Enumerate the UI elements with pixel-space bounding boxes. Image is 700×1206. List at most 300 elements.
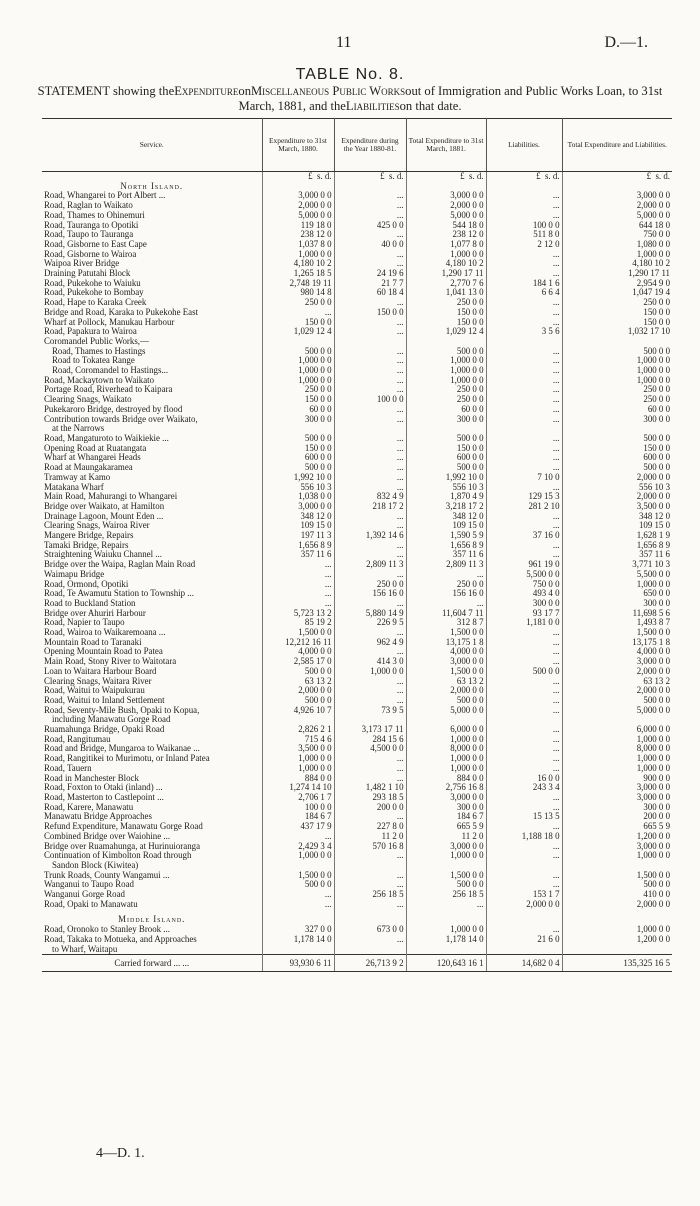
table-row bbox=[42, 725, 672, 735]
table-row bbox=[42, 415, 672, 425]
table-row bbox=[42, 308, 672, 318]
amount-cell-a: ... bbox=[262, 570, 334, 580]
carried-forward-d: 14,682 0 4 bbox=[486, 955, 562, 972]
page-number: 11 bbox=[336, 34, 352, 51]
amount-cell-c: 1,870 4 9 bbox=[406, 492, 486, 502]
amount-cell-c bbox=[406, 715, 486, 725]
carried-forward-e: 135,325 16 5 bbox=[562, 955, 672, 972]
amount-cell-a: 556 10 3 bbox=[262, 483, 334, 493]
amount-cell-b: 4,500 0 0 bbox=[334, 744, 406, 754]
amount-cell-a: ... bbox=[262, 589, 334, 599]
amount-cell-b: 40 0 0 bbox=[334, 240, 406, 250]
amount-cell-d: ... bbox=[486, 512, 562, 522]
amount-cell-e: 5,500 0 0 bbox=[636, 569, 670, 579]
service-cell: Continuation of Kimbolton Road through bbox=[42, 851, 262, 861]
amount-cell-a: 3,000 0 0 bbox=[262, 191, 334, 201]
amount-cell-e: 644 18 0 bbox=[638, 220, 670, 230]
service-cell: Road, Tauranga to Opotiki bbox=[42, 221, 262, 231]
service-cell: Trunk Roads, County Wangamui ... bbox=[42, 871, 262, 881]
amount-cell-a: ... bbox=[262, 308, 334, 318]
amount-cell-b: ... bbox=[334, 434, 406, 444]
service-cell: Road, Napier to Taupo bbox=[42, 618, 262, 628]
amount-cell-c: 1,000 0 0 bbox=[406, 250, 486, 260]
service-cell: Road, Gisborne to East Cape bbox=[42, 240, 262, 250]
amount-cell-a bbox=[262, 945, 334, 955]
amount-cell-c: 1,290 17 11 bbox=[406, 269, 486, 279]
amount-cell-b: ... bbox=[334, 347, 406, 357]
amount-cell-a: 1,000 0 0 bbox=[262, 356, 334, 366]
amount-cell-d: ... bbox=[486, 638, 562, 648]
amount-cell-d: ... bbox=[486, 347, 562, 357]
amount-cell-e: 665 5 9 bbox=[643, 822, 670, 832]
amount-cell-c: 11 2 0 bbox=[406, 832, 486, 842]
table-row bbox=[42, 434, 672, 444]
service-cell: Clearing Snags, Wairoa River bbox=[42, 521, 262, 531]
service-cell: Road, Rangitumau bbox=[42, 735, 262, 745]
amount-cell-e: 2,954 9 0 bbox=[636, 278, 670, 288]
table-row bbox=[42, 871, 672, 881]
table-row bbox=[42, 337, 672, 347]
amount-cell-b: ... bbox=[334, 259, 406, 269]
amount-cell-c bbox=[406, 424, 486, 434]
amount-cell-c: 256 18 5 bbox=[406, 890, 486, 900]
table-row bbox=[42, 259, 672, 269]
amount-cell-c: 1,041 13 0 bbox=[406, 288, 486, 298]
amount-cell-a: ... bbox=[262, 580, 334, 590]
amount-cell-b: 1,482 1 10 bbox=[334, 783, 406, 793]
amount-cell-c: 2,809 11 3 bbox=[406, 560, 486, 570]
expenditure-table-wrapper bbox=[42, 118, 672, 972]
amount-cell-d: ... bbox=[486, 803, 562, 813]
amount-cell-e: 150 0 0 bbox=[643, 443, 670, 453]
amount-cell-b: ... bbox=[334, 764, 406, 774]
table-row bbox=[42, 318, 672, 328]
amount-cell-b: ... bbox=[334, 211, 406, 221]
amount-cell-a: 4,000 0 0 bbox=[262, 647, 334, 657]
amount-cell-a: 500 0 0 bbox=[262, 434, 334, 444]
section-heading-row bbox=[42, 915, 672, 925]
amount-cell-c: 312 8 7 bbox=[406, 618, 486, 628]
amount-cell-b: ... bbox=[334, 647, 406, 657]
amount-cell-a: ... bbox=[262, 560, 334, 570]
service-cell: Mangere Bridge, Repairs bbox=[42, 531, 262, 541]
amount-cell-a: 184 6 7 bbox=[262, 812, 334, 822]
service-cell: Road, Foxton to Otaki (inland) ... bbox=[42, 783, 262, 793]
amount-cell-d: ... bbox=[486, 211, 562, 221]
amount-cell-b: 832 4 9 bbox=[334, 492, 406, 502]
amount-cell-c: 2,756 16 8 bbox=[406, 783, 486, 793]
table-row bbox=[42, 686, 672, 696]
table-row bbox=[42, 735, 672, 745]
section-heading: Middle Island. bbox=[42, 915, 262, 925]
amount-cell-b: 2,809 11 3 bbox=[334, 560, 406, 570]
service-cell: Drainage Lagoon, Mount Eden ... bbox=[42, 512, 262, 522]
amount-cell-e: 250 0 0 bbox=[643, 385, 670, 395]
amount-cell-b: 256 18 5 bbox=[334, 890, 406, 900]
amount-cell-a: 2,826 2 1 bbox=[262, 725, 334, 735]
table-row bbox=[42, 715, 672, 725]
amount-cell-b: 414 3 0 bbox=[334, 657, 406, 667]
amount-cell-e: 250 0 0 bbox=[643, 298, 670, 308]
amount-cell-d: ... bbox=[486, 686, 562, 696]
amount-cell-b: ... bbox=[334, 521, 406, 531]
service-cell: Waipoa River Bridge bbox=[42, 259, 262, 269]
carried-forward-c: 120,643 16 1 bbox=[406, 955, 486, 972]
amount-cell-c: 1,000 0 0 bbox=[406, 754, 486, 764]
col-exp-to-1880: Expenditure to 31st March, 1880. bbox=[262, 119, 334, 172]
amount-cell-b: 24 19 6 bbox=[334, 269, 406, 279]
amount-cell-d: 281 2 10 bbox=[486, 502, 562, 512]
table-title: TABLE No. 8. bbox=[295, 66, 405, 83]
amount-cell-a: 1,000 0 0 bbox=[262, 754, 334, 764]
amount-cell-b: ... bbox=[334, 512, 406, 522]
amount-cell-e: 1,000 0 0 bbox=[636, 366, 670, 376]
amount-cell-b: ... bbox=[334, 871, 406, 881]
amount-cell-e: 500 0 0 bbox=[643, 695, 670, 705]
col-exp-year: Expenditure during the Year 1880-81. bbox=[334, 119, 406, 172]
amount-cell-e bbox=[562, 424, 672, 434]
amount-cell-d: ... bbox=[486, 376, 562, 386]
amount-cell-c: 556 10 3 bbox=[406, 483, 486, 493]
amount-cell-b: ... bbox=[334, 191, 406, 201]
amount-cell-b: ... bbox=[334, 463, 406, 473]
amount-cell-e: 60 0 0 bbox=[647, 404, 670, 414]
amount-cell-a: 500 0 0 bbox=[262, 667, 334, 677]
amount-cell-d bbox=[486, 715, 562, 725]
table-row bbox=[42, 764, 672, 774]
amount-cell-e: 650 0 0 bbox=[643, 589, 670, 599]
amount-cell-d: ... bbox=[486, 298, 562, 308]
table-row bbox=[42, 385, 672, 395]
amount-cell-c: 665 5 9 bbox=[406, 822, 486, 832]
service-cell: Road, Thames to Hastings bbox=[42, 347, 262, 357]
amount-cell-e: 3,000 0 0 bbox=[636, 657, 670, 667]
amount-cell-c: 4,180 10 2 bbox=[406, 259, 486, 269]
amount-cell-c: 2,000 0 0 bbox=[406, 201, 486, 211]
amount-cell-c: 184 6 7 bbox=[406, 812, 486, 822]
service-cell: Clearing Snags, Waikato bbox=[42, 395, 262, 405]
amount-cell-e: 300 0 0 bbox=[643, 414, 670, 424]
amount-cell-b: 73 9 5 bbox=[334, 706, 406, 716]
amount-cell-a: 1,000 0 0 bbox=[262, 250, 334, 260]
amount-cell-e: 1,500 0 0 bbox=[636, 870, 670, 880]
amount-cell-a: 600 0 0 bbox=[262, 453, 334, 463]
amount-cell-e: 1,000 0 0 bbox=[636, 763, 670, 773]
amount-cell-c: 8,000 0 0 bbox=[406, 744, 486, 754]
amount-cell-a: 1,000 0 0 bbox=[262, 851, 334, 861]
service-cell: Road, Papakura to Wairoa bbox=[42, 327, 262, 337]
amount-cell-d: ... bbox=[486, 395, 562, 405]
amount-cell-d: 100 0 0 bbox=[486, 221, 562, 231]
amount-cell-c: 3,000 0 0 bbox=[406, 657, 486, 667]
amount-cell-a: 1,029 12 4 bbox=[262, 327, 334, 337]
amount-cell-a: 109 15 0 bbox=[262, 521, 334, 531]
amount-cell-a: 150 0 0 bbox=[262, 444, 334, 454]
amount-cell-d: ... bbox=[486, 725, 562, 735]
amount-cell-c: 13,175 1 8 bbox=[406, 638, 486, 648]
amount-cell-c: 884 0 0 bbox=[406, 774, 486, 784]
table-row bbox=[42, 851, 672, 861]
amount-cell-e: 2,000 0 0 bbox=[636, 686, 670, 696]
service-cell: Road, Ormond, Opotiki bbox=[42, 580, 262, 590]
amount-cell-b: ... bbox=[334, 677, 406, 687]
amount-cell-b: ... bbox=[334, 696, 406, 706]
amount-cell-b: ... bbox=[334, 935, 406, 945]
table-row bbox=[42, 240, 672, 250]
amount-cell-c: 544 18 0 bbox=[406, 221, 486, 231]
amount-cell-a: 500 0 0 bbox=[262, 463, 334, 473]
amount-cell-b: 962 4 9 bbox=[334, 638, 406, 648]
units-e: £ s. d. bbox=[646, 171, 670, 181]
amount-cell-e: 1,032 17 10 bbox=[627, 327, 670, 337]
table-row bbox=[42, 647, 672, 657]
units-d: £ s. d. bbox=[486, 172, 562, 182]
amount-cell-a: 2,585 17 0 bbox=[262, 657, 334, 667]
amount-cell-a: 119 18 0 bbox=[262, 221, 334, 231]
service-cell: Pukekaroro Bridge, destroyed by flood bbox=[42, 405, 262, 415]
table-row bbox=[42, 473, 672, 483]
amount-cell-d: 21 6 0 bbox=[486, 935, 562, 945]
amount-cell-a: 12,212 16 11 bbox=[262, 638, 334, 648]
amount-cell-b: 218 17 2 bbox=[334, 502, 406, 512]
table-row bbox=[42, 822, 672, 832]
amount-cell-d: 961 19 0 bbox=[486, 560, 562, 570]
service-cell: Bridge over Waikato, at Hamilton bbox=[42, 502, 262, 512]
service-cell: Draining Patutahi Block bbox=[42, 269, 262, 279]
amount-cell-a: 1,992 10 0 bbox=[262, 473, 334, 483]
amount-cell-d: 243 3 4 bbox=[486, 783, 562, 793]
amount-cell-e: 500 0 0 bbox=[643, 346, 670, 356]
amount-cell-e: 900 0 0 bbox=[643, 773, 670, 783]
amount-cell-e: 1,000 0 0 bbox=[636, 375, 670, 385]
amount-cell-a: 357 11 6 bbox=[262, 550, 334, 560]
amount-cell-d: ... bbox=[486, 415, 562, 425]
amount-cell-e: 2,000 0 0 bbox=[636, 472, 670, 482]
amount-cell-a: 2,706 1 7 bbox=[262, 793, 334, 803]
document-reference: D.—1. bbox=[604, 34, 648, 51]
amount-cell-a: ... bbox=[262, 890, 334, 900]
amount-cell-e: 3,000 0 0 bbox=[636, 841, 670, 851]
service-cell: Wharf at Whangarei Heads bbox=[42, 453, 262, 463]
table-row bbox=[42, 444, 672, 454]
amount-cell-c: 5,000 0 0 bbox=[406, 706, 486, 716]
amount-cell-d: ... bbox=[486, 541, 562, 551]
units-row bbox=[42, 172, 672, 182]
amount-cell-a: 238 12 0 bbox=[262, 230, 334, 240]
amount-cell-e: 1,000 0 0 bbox=[636, 579, 670, 589]
section-heading: North Island. bbox=[42, 182, 262, 192]
amount-cell-e: 150 0 0 bbox=[643, 307, 670, 317]
amount-cell-d: 15 13 5 bbox=[486, 812, 562, 822]
service-cell: Road to Tokatea Range bbox=[42, 356, 262, 366]
amount-cell-c: 63 13 2 bbox=[406, 677, 486, 687]
amount-cell-d: ... bbox=[486, 453, 562, 463]
amount-cell-d: 37 16 0 bbox=[486, 531, 562, 541]
amount-cell-a: 2,000 0 0 bbox=[262, 686, 334, 696]
amount-cell-d: ... bbox=[486, 822, 562, 832]
amount-cell-b: ... bbox=[334, 851, 406, 861]
service-cell: Road, Takaka to Motueka, and Approaches bbox=[42, 935, 262, 945]
amount-cell-c: 156 16 0 bbox=[406, 589, 486, 599]
amount-cell-b: ... bbox=[334, 366, 406, 376]
service-cell: Tramway at Kamo bbox=[42, 473, 262, 483]
amount-cell-a: 884 0 0 bbox=[262, 774, 334, 784]
service-cell: Opening Mountain Road to Patea bbox=[42, 647, 262, 657]
amount-cell-a: ... bbox=[262, 832, 334, 842]
service-cell: Road, Karere, Manawatu bbox=[42, 803, 262, 813]
service-cell: Bridge and Road, Karaka to Pukekohe East bbox=[42, 308, 262, 318]
amount-cell-c: 1,077 8 0 bbox=[406, 240, 486, 250]
amount-cell-a: 5,723 13 2 bbox=[262, 609, 334, 619]
amount-cell-d: ... bbox=[486, 764, 562, 774]
amount-cell-d: ... bbox=[486, 356, 562, 366]
amount-cell-b: 226 9 5 bbox=[334, 618, 406, 628]
service-cell: Loan to Waitara Harbour Board bbox=[42, 667, 262, 677]
amount-cell-e: 1,047 19 4 bbox=[632, 288, 670, 298]
service-cell: Refund Expenditure, Manawatu Gorge Road bbox=[42, 822, 262, 832]
amount-cell-c: 1,000 0 0 bbox=[406, 376, 486, 386]
service-cell: Mountain Road to Taranaki bbox=[42, 638, 262, 648]
table-row bbox=[42, 512, 672, 522]
amount-cell-c: 500 0 0 bbox=[406, 696, 486, 706]
col-total-liab: Total Expenditure and Liabilities. bbox=[562, 119, 672, 172]
amount-cell-c: 1,000 0 0 bbox=[406, 735, 486, 745]
table-row bbox=[42, 201, 672, 211]
amount-cell-a bbox=[262, 715, 334, 725]
service-cell: Road, Opaki to Manawatu bbox=[42, 900, 262, 910]
amount-cell-c: 150 0 0 bbox=[406, 444, 486, 454]
amount-cell-c: 1,500 0 0 bbox=[406, 871, 486, 881]
amount-cell-c: 1,500 0 0 bbox=[406, 628, 486, 638]
amount-cell-b: 227 8 0 bbox=[334, 822, 406, 832]
service-cell: Road, Wairoa to Waikaremoana ... bbox=[42, 628, 262, 638]
amount-cell-b: ... bbox=[334, 376, 406, 386]
table-row bbox=[42, 502, 672, 512]
amount-cell-e: 300 0 0 bbox=[643, 802, 670, 812]
amount-cell-c: 4,000 0 0 bbox=[406, 647, 486, 657]
table-row bbox=[42, 221, 672, 231]
service-cell: Road, Raglan to Waikato bbox=[42, 201, 262, 211]
statement-caption: STATEMENT showing theExpenditureonMiscellaneous Public Worksout of Immigration and Public Works Loan, to 31st March, 1881, and theLiabilitieson that date. bbox=[37, 84, 663, 113]
service-cell: Road, Thames to Ohinemuri bbox=[42, 211, 262, 221]
table-row bbox=[42, 842, 672, 852]
table-row bbox=[42, 492, 672, 502]
amount-cell-e: 1,628 1 9 bbox=[636, 531, 670, 541]
header-row bbox=[42, 119, 672, 172]
amount-cell-d: 3 5 6 bbox=[486, 327, 562, 337]
table-row bbox=[42, 531, 672, 541]
amount-cell-e: 6,000 0 0 bbox=[636, 725, 670, 735]
amount-cell-e: 1,000 0 0 bbox=[636, 734, 670, 744]
amount-cell-d: 493 4 0 bbox=[486, 589, 562, 599]
amount-cell-e: 500 0 0 bbox=[643, 463, 670, 473]
amount-cell-b: ... bbox=[334, 356, 406, 366]
table-row bbox=[42, 599, 672, 609]
table-row bbox=[42, 609, 672, 619]
service-cell: Contribution towards Bridge over Waikato, bbox=[42, 415, 262, 425]
table-row bbox=[42, 347, 672, 357]
amount-cell-a: 1,656 8 9 bbox=[262, 541, 334, 551]
service-cell: Road, Taupo to Tauranga bbox=[42, 230, 262, 240]
service-cell: Road, Seventy-Mile Bush, Opaki to Kopua, bbox=[42, 706, 262, 716]
service-cell: Road, Whangarei to Port Albert ... bbox=[42, 191, 262, 201]
amount-cell-e: 3,771 10 3 bbox=[632, 560, 670, 570]
amount-cell-a: 500 0 0 bbox=[262, 696, 334, 706]
amount-cell-e: 1,200 0 0 bbox=[636, 934, 670, 944]
service-cell: Road, Waitui to Inland Settlement bbox=[42, 696, 262, 706]
amount-cell-d: ... bbox=[486, 735, 562, 745]
amount-cell-d: 2 12 0 bbox=[486, 240, 562, 250]
table-row bbox=[42, 211, 672, 221]
amount-cell-a: 4,180 10 2 bbox=[262, 259, 334, 269]
table-row bbox=[42, 230, 672, 240]
amount-cell-d: ... bbox=[486, 880, 562, 890]
amount-cell-b: 284 15 6 bbox=[334, 735, 406, 745]
amount-cell-a: 250 0 0 bbox=[262, 385, 334, 395]
amount-cell-a: 3,500 0 0 bbox=[262, 744, 334, 754]
amount-cell-c: 2,770 7 6 bbox=[406, 279, 486, 289]
amount-cell-b: 250 0 0 bbox=[334, 580, 406, 590]
amount-cell-a: 1,265 18 5 bbox=[262, 269, 334, 279]
amount-cell-d: 16 0 0 bbox=[486, 774, 562, 784]
amount-cell-c: 500 0 0 bbox=[406, 463, 486, 473]
amount-cell-e: 410 0 0 bbox=[643, 890, 670, 900]
amount-cell-d: 300 0 0 bbox=[486, 599, 562, 609]
amount-cell-c: 1,000 0 0 bbox=[406, 764, 486, 774]
table-row bbox=[42, 589, 672, 599]
amount-cell-a: 1,038 0 0 bbox=[262, 492, 334, 502]
amount-cell-b bbox=[334, 424, 406, 434]
amount-cell-a: 100 0 0 bbox=[262, 803, 334, 813]
amount-cell-a: 4,926 10 7 bbox=[262, 706, 334, 716]
amount-cell-a: 60 0 0 bbox=[262, 405, 334, 415]
amount-cell-e: 500 0 0 bbox=[643, 433, 670, 443]
amount-cell-b: ... bbox=[334, 570, 406, 580]
amount-cell-c: 300 0 0 bbox=[406, 415, 486, 425]
service-cell: Wanganui Gorge Road bbox=[42, 890, 262, 900]
amount-cell-c: 60 0 0 bbox=[406, 405, 486, 415]
service-cell: Road, Te Awamutu Station to Township ... bbox=[42, 589, 262, 599]
amount-cell-d: ... bbox=[486, 851, 562, 861]
expenditure-table bbox=[42, 118, 672, 972]
amount-cell-d: ... bbox=[486, 793, 562, 803]
table-row bbox=[42, 783, 672, 793]
table-row bbox=[42, 463, 672, 473]
service-cell: Road, Hape to Karaka Creek bbox=[42, 298, 262, 308]
table-row bbox=[42, 618, 672, 628]
amount-cell-e bbox=[562, 337, 672, 347]
table-body bbox=[42, 172, 672, 955]
amount-cell-d: 5,500 0 0 bbox=[486, 570, 562, 580]
amount-cell-e: 2,000 0 0 bbox=[636, 201, 670, 211]
amount-cell-a: 1,000 0 0 bbox=[262, 764, 334, 774]
amount-cell-e: 556 10 3 bbox=[638, 482, 670, 492]
service-cell: Road, Pukekohe to Waiuku bbox=[42, 279, 262, 289]
table-row bbox=[42, 638, 672, 648]
amount-cell-d: ... bbox=[486, 191, 562, 201]
amount-cell-b: 150 0 0 bbox=[334, 308, 406, 318]
units-b: £ s. d. bbox=[334, 172, 406, 182]
amount-cell-a: ... bbox=[262, 599, 334, 609]
table-row bbox=[42, 269, 672, 279]
amount-cell-a: 1,274 14 10 bbox=[262, 783, 334, 793]
amount-cell-c: ... bbox=[406, 900, 486, 910]
amount-cell-e: 5,000 0 0 bbox=[636, 705, 670, 715]
amount-cell-d: ... bbox=[486, 744, 562, 754]
service-cell: Main Road, Mahurangi to Whangarei bbox=[42, 492, 262, 502]
amount-cell-c bbox=[406, 861, 486, 871]
amount-cell-e: 250 0 0 bbox=[643, 395, 670, 405]
